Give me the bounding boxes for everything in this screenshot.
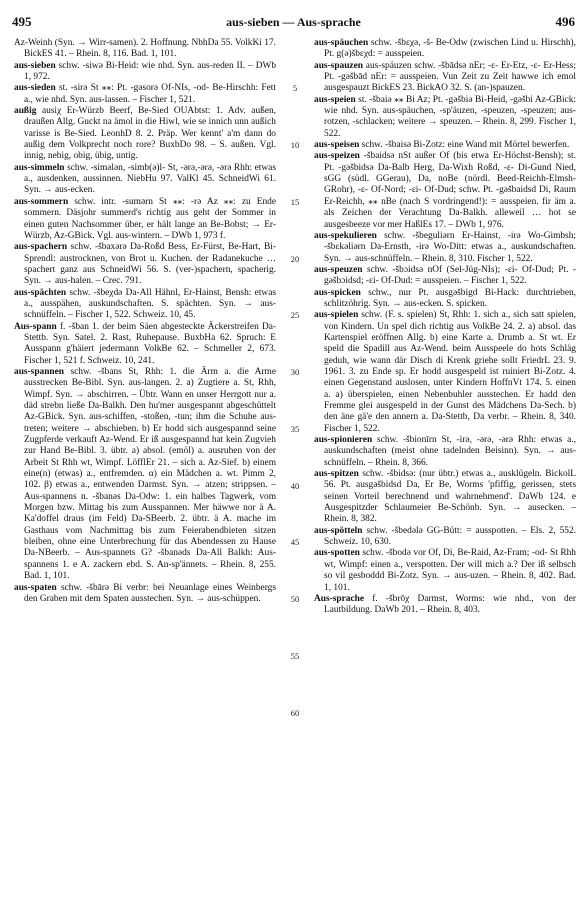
line-number: 15	[290, 196, 300, 207]
dictionary-entry	[314, 310, 576, 435]
entry-lemma: aus-spachern	[14, 242, 68, 253]
dictionary-entry	[314, 548, 576, 593]
page-header	[12, 14, 575, 32]
entry-text: st. -šbaiə ⁎⁎ Bi Az; Pt. -gəšbiə Bi-Heid, -gəšbi Az-GBick: wie nhd. Syn. aus-späuchen, -sp'äuzen, -speuzen, -speuzen; aus-rotzen, -schlacken; weitere → speuzen. – Rhein. 8, 299. Fischer 1, 522.	[324, 94, 576, 139]
entry-lemma: aus-späuchen	[314, 38, 369, 48]
page-number-left: 495	[12, 14, 32, 29]
entry-text: schw. -šbeguliərn Er-Hainst, -irə Wo-Gimbsh; -šbɛkəliərn Da-Ernsth, -irə Wo-Ditt: etwas a., auskundschaften. Syn. → aus-schnüffeln. – Rhein. 8, 310. Fischer 1, 522.	[324, 230, 576, 264]
entry-text: aus-späuzen schw. -šbādsə nEr; -ɛ- Er-Etz, -ɛ- Er-Hess; Pt. -gəšbād nEr: = ausspeien. Vun Zeit zu Zeit hawwe ich emol ausgespauzt BickES 23. BickAO 32. S. (an-)spauzen.	[324, 60, 576, 94]
dictionary-entry	[14, 288, 276, 322]
entry-lemma: aus-spotten	[314, 548, 360, 559]
entry-text: schw. -šbidsə: (nur übtr.) etwas a., ausklügeln. BickolL 56. Pt. ausgəšbidsd Da, Er Be, Worms 'pfiffig, gerissen, stets seinen Vorteil berechnend und wahrnehmend'. DaWb 124. e Ausgespitzder Schlaumeier Be-Schönb. Syn. → ausecken. – Rhein. 8, 382.	[324, 469, 576, 525]
line-number: 45	[290, 537, 300, 548]
entry-text: schw., nur Pt. ausgəšbigd Bi-Hack: durchtrieben, schlitzöhrig. Syn. → aus-ecken. S. spicken.	[324, 287, 576, 309]
entry-lemma: außig	[14, 106, 37, 117]
line-number-gutter	[281, 38, 309, 898]
line-number: 25	[290, 310, 300, 321]
entry-lemma: aus-sieden	[14, 83, 56, 94]
entry-lemma: Aus-sprache	[314, 593, 365, 604]
line-number: 20	[290, 253, 300, 264]
dictionary-entry	[14, 83, 276, 106]
entry-text: schw. -simələn, -simb(ə)l- St, -ərə,-ərə, -ərə Rhh: etwas a., ausdenken, aussinnen. NiebHu 97. ValKl 45. SchneidWi 61. Syn. → aus-ecken.	[24, 162, 276, 196]
page-number-right: 496	[555, 14, 575, 29]
entry-text: schw. intr. -sumərn St ⁎⁎: -rə Az ⁎⁎: zu Ende sommern. Däsjohr summerd's richtig aus geht der Sommer in einen guten Nachsommer über, er hält lange an Be-Bobst; → Er-Würzb, Az-GBick. Vgl. aus-wintern. – DWb 1, 973 f.	[24, 196, 276, 241]
entry-text: schw. -šbeχdə Da-All Hähnl, Er-Hainst, Bensh: etwas a., ausspähen, auskundschaften. S. spächten. Syn. → aus-schnüffeln. – Fischer 1, 522. Schweiz. 10, 45.	[24, 287, 276, 321]
entry-lemma: aus-spannen	[14, 366, 65, 377]
dictionary-entry	[314, 231, 576, 265]
entry-lemma: aus-spächten	[14, 287, 67, 298]
entry-lemma: aus-speizen	[314, 151, 360, 162]
entry-text: st. -sirə St ⁎⁎: Pt. -gəsorə Of-NIs, -od- Be-Hirschh: Fett a., wie nhd. Syn. aus-lassen. – Fischer 1, 521.	[24, 83, 276, 105]
dictionary-entry	[314, 140, 576, 151]
entry-text: schw. -šbaxərə Da-Roßd Bess, Er-Fürst, Be-Hart, Bi-Sprendl: austrocknen, von Brot u. Kuchen. der Radanekuche … spachert ganz aus SchneidWi 56. S. (ver-)spachern, spacherig. Syn. → aus-halen. – Crec. 791.	[24, 242, 276, 287]
dictionary-entry	[14, 163, 276, 197]
entry-text: schw. -siwə Bi-Heid: wie nhd. Syn. aus-reden II. – DWb 1, 972.	[24, 60, 276, 83]
dictionary-entry	[314, 61, 576, 95]
dictionary-entry	[314, 435, 576, 469]
dictionary-entry	[14, 322, 276, 367]
line-number: 40	[290, 480, 300, 491]
dictionary-entry	[314, 594, 576, 617]
entry-lemma: aus-spitzen	[314, 469, 359, 480]
line-number: 30	[290, 367, 300, 378]
entry-text: schw. -šbɛχə, -š- Be-Odw (zwischen Lind u. Hirschh), Pt. g(ə)šbɛχd: = ausspeien.	[324, 38, 576, 60]
entry-lemma: aus-spaten	[14, 582, 57, 593]
line-number: 60	[290, 707, 300, 718]
entry-lemma: aus-sieben	[14, 60, 56, 71]
right-column	[314, 38, 576, 898]
line-number: 5	[292, 83, 298, 94]
entry-lemma: aus-spicken	[314, 287, 361, 298]
entry-text: -šbaidsə nSt außer Of (bis etwa Er-Höchst-Bensh); st. Pt. -gəšbidsə Da-Balb Herg, Da-Wixh Roßd, -ɛ- Di-Gund Nied, sGG (südl. GGerau), Da, noBe (nördl. Beed-Reichh-Elmsh-GRohr), -ɛ- Of-Nord; -ɛi- Of-Dud; schw. Pt. -gəšbaidsd Di, Raum Er-Reichh, ⁎⁎ nBe (nach S vordringend!): = ausspeien. fir äm a. als Zeichen der Verachtung Da-Balkh. alleweil … hot se ausgesbeeze vor mer HaßlEs 17. – DWb 1, 976.	[324, 151, 576, 230]
running-title: aus-sieben — Aus-sprache	[226, 15, 361, 29]
entry-text: schw. -šbārə Bi verbr: bei Neuanlage eines Weinbergs den Graben mit dem Spaten ausstechen. Syn. → aus-schüppen.	[24, 582, 276, 604]
dictionary-entry	[14, 38, 276, 61]
entry-text: schw. -šbionīrn St, -irə, -ərə, -ərə Rhh: etwas a., auskundschaften (meist ohne tadelnden Beisinn). Syn. → aus-schnüffeln. – Rhein. 8, 366.	[324, 435, 576, 468]
entry-lemma: Aus-spann	[14, 321, 57, 332]
entry-lemma: aus-spötteln	[314, 525, 363, 536]
dictionary-entry	[314, 469, 576, 526]
entry-lemma: aus-speisen	[314, 140, 360, 151]
entry-lemma: aus-speien	[314, 94, 356, 105]
dictionary-entry	[314, 151, 576, 230]
entry-lemma: aus-speuzen	[314, 264, 363, 275]
line-number: 55	[290, 650, 300, 661]
dictionary-entry	[14, 106, 276, 163]
entry-text: schw. -šbɔidsə nOf (Sel-Jüg-NIs); -ɛi- Of-Dud; Pt. -gəšbɔidsd; -ɛi- Of-Dud: = ausspeien. – Fischer 1, 522.	[324, 264, 576, 287]
line-number: 10	[290, 140, 300, 151]
entry-lemma: aus-spionieren	[314, 435, 373, 446]
entry-text: schw. -šbaisə Bi-Zotz: eine Wand mit Mörtel bewerfen.	[361, 140, 570, 151]
entry-lemma: aus-sommern	[14, 196, 69, 207]
dictionary-entry	[14, 197, 276, 242]
entry-text: f. -šban 1. der beim Säen abgesteckte Äckerstreifen Da-Stettb. Syn. Satel. 2. Rast, Ruhepause. BuxbHa 62. Spruch: E Ausspann g'häiert jedermann VolkBe 62. – Schmeller 2, 673. Fischer 1, 521 f. Schweiz. 10, 241.	[24, 321, 276, 366]
dictionary-entry	[14, 583, 276, 606]
entry-text: f. -šbrōχ Darmst, Worms: wie nhd., von der Lautbildung. DaWb 201. – Rhein. 8, 403.	[324, 593, 576, 616]
left-column	[14, 38, 276, 898]
dictionary-entry	[14, 61, 276, 84]
entry-lemma: aus-spielen	[314, 310, 359, 321]
dictionary-entry	[314, 265, 576, 288]
entry-text: schw. -šbans St, Rhh: 1. die Ärm a. die Arme ausstrecken Be-Bibl. Syn. aus-langen. 2. a) Zugtiere a. St, Rhh, Wimpf. Syn. → abschirren. – Übtr. Wann en unser Herrgott nur a. däd strebn ließe Da-Balkh. Den hu'mer ausgespannt abgeschüttelt Az-GBick. Syn. aus-schiffen, -stoßen, -tun; ihm die Schuhe aus-treten; weitere → abschieben. b) Er hodd sich ausgespannd seine Zugpferde verkauft Az-Wend. Er iß ausgespannd hat kein Zugvieh zur Hand Be-Bibl. 3. übtr. a) absol. (emöl) a. ausruhen von der Arbeit St Rhh wt, Wimpf. LöfflEr 21. – sich a. Az-Sief. b) einem eine(n) (etwas) a., entfremden. α) ein Mädchen a. wt. Pimm 2, 102. β) etwas a., entwenden Darmst. Syn. → atzen; strippsen. – Aus-spannens n. -šbanəs Da-Odw: 1. ein halbes Tagwerk, vom Morgen bzw. Mittag bis zum Ausspannen. Mer häwwe nor ä A. Ka'doffel draus (im Feld) Da-SBeerb. 2. übtr. ä A. mache im Gasthaus vom Nachmittag bis zum Feierabendbieten sitzen bleiben, ohne eine Unterbrechung für das Abendessen zu Hause Da-NBeerb. – Aus-spannets G? -šbanəds Da-All Balkh: Aus-spannens 1. e A. zackern ebd. S. An-sp'ännets. – Rhein. 8, 255. Bad. 1, 101.	[24, 366, 276, 582]
dictionary-entry	[14, 242, 276, 287]
entry-lemma: aus-spekulieren	[314, 230, 377, 241]
line-number: 50	[290, 594, 300, 605]
dictionary-entry	[314, 526, 576, 549]
entry-text: ausiχ Er-Würzb Beerf, Be-Sied OUAbtst: 1. Adv. außen, draußen Allg. Guckt na ämol in die Hiwl, wie se innich unn außich varisse is Be-Sied. LeonhD 8. 2. Präp. Wer kennt' a'm dann do außig dem Volkprecht noch rore? BuxbDo 98. – S. außen. Vgl. innig, nebig, obig, übig, untig.	[24, 106, 276, 162]
entry-text: schw. -šbedələ GG-Bütt: = ausspotten. – Els. 2, 552. Schweiz. 10, 630.	[324, 525, 576, 548]
dictionary-entry	[314, 288, 576, 311]
entry-text: Az-Weinh (Syn. → Wirr-samen). 2. Hoffnung. NbhDa 55. VolkKi 17. BickES 41. – Rhein. 8, 116. Bad. 1, 101.	[14, 38, 276, 60]
entry-text: schw. (F. s. spielen) St, Rhh: 1. sich a., sich satt spielen, von Kindern. Un spel dich richtig aus VolkBe 24. 2. a) absol. das Kartenspiel eröffnen Allg. b) eine Karte a. Drumb a. St wt. Er speld die Spadill aus Az-Wend. beim Ausspeele do hots Schläg geduh, wie wann där Disch di Krenk griehe sollt FriedrL 23. 9. 1961. 3. zu Ende sp. Er hodd ausgespeld ist ruiniert Bi-Zotz. 4. einen Gegenstand auslosen, unter Kindern HoffnVt 174. 5. einen a. a) überspielen, einen Nebenbuhler ausstechen. Er hadd den Fremme glei ausgespeld in der Gunst des Mädchens Da-Sech. b) den äne gä'e den annern a. Da-Stettb, Da verbr. – Rhein. 8, 340. Fischer 1, 522.	[324, 310, 576, 434]
entry-lemma: aus-simmeln	[14, 162, 65, 173]
line-number: 35	[290, 423, 300, 434]
dictionary-entry	[314, 95, 576, 140]
entry-text: schw. -šbodə vor Of, Di, Be-Raid, Az-Fram; -od- St Rhh wt, Wimpf: einen a., verspotten. Der will mich a.? Der iß selbsch so vil gesboddd Bi-Zotz. Syn. → aus-uzen. – Rhein. 8, 402. Bad. 1, 101.	[324, 548, 576, 593]
dictionary-entry	[314, 38, 576, 61]
dictionary-entry	[14, 367, 276, 583]
entry-lemma: aus-spauzen	[314, 60, 363, 71]
